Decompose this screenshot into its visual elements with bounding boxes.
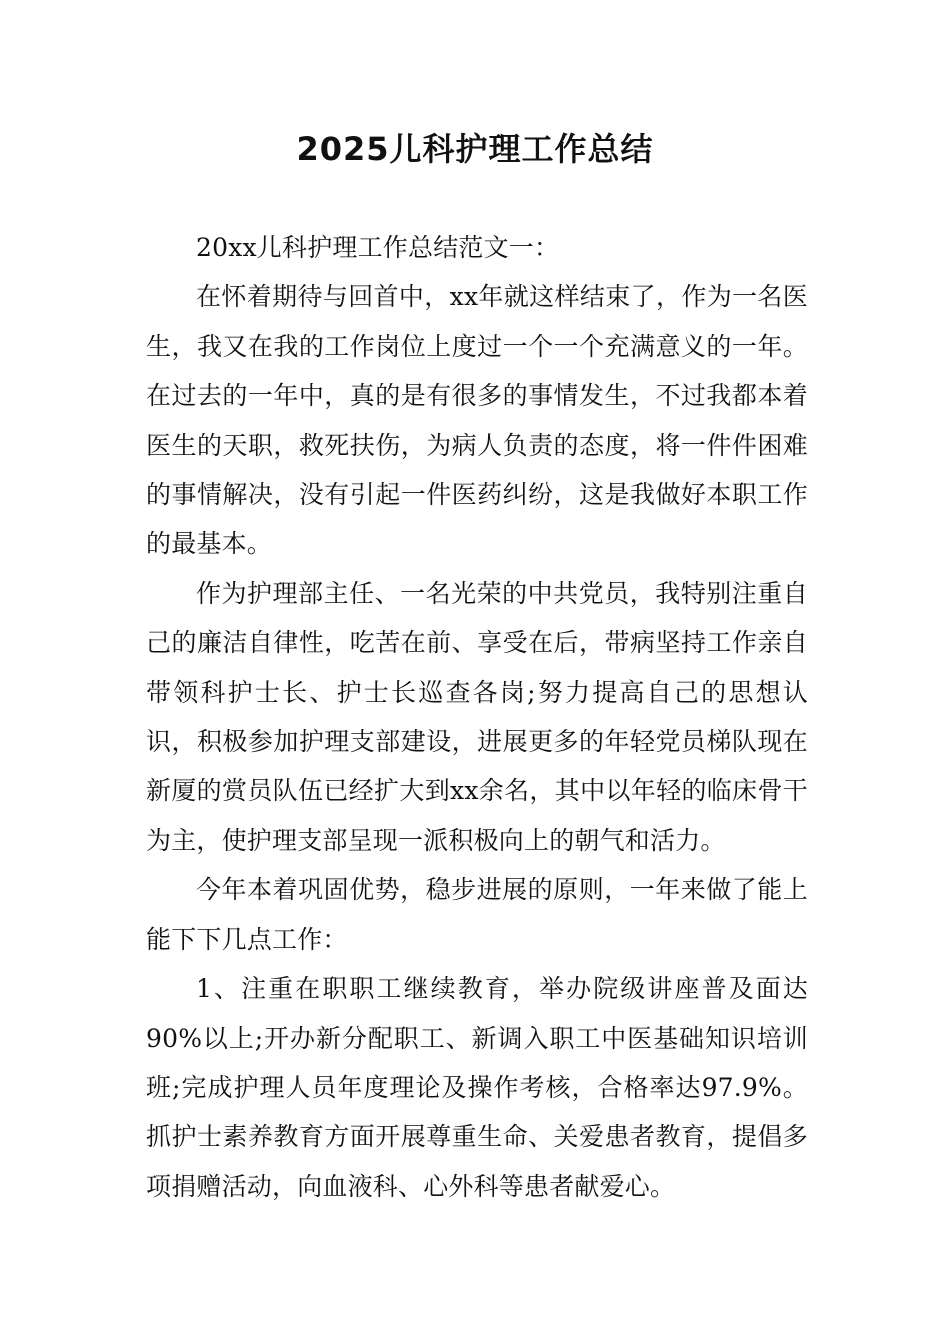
paragraph: 作为护理部主任、一名光荣的中共党员，我特别注重自己的廉洁自律性，吃苦在前、享受在后，带病坚持工作亲自带领科护士长、护士长巡查各岗;努力提高自己的思想认识，积极参加护理支部建设，进展更多的年轻党员梯队现在新厦的赏员队伍已经扩大到xx余名，其中以年轻的临床骨干为主，使护理支部呈现一派积极向上的朝气和活力。 [146, 578, 808, 855]
paragraph-heading: 20xx儿科护理工作总结范文一： [196, 233, 560, 262]
paragraph: 1、注重在职职工继续教育，举办院级讲座普及面达90%以上;开办新分配职工、新调入职工中医基础知识培训班;完成护理人员年度理论及操作考核，合格率达97.9%。抓护士素养教育方面开展尊重生命、关爱患者教育，提倡多项捐赠活动，向血液科、心外科等患者献爱心。 [146, 974, 808, 1201]
paragraph: 在怀着期待与回首中，xx年就这样结束了，作为一名医生，我又在我的工作岗位上度过一个一个充满意义的一年。在过去的一年中，真的是有很多的事情发生，不过我都本着医生的天职，救死扶伤，为病人负责的态度，将一件件困难的事情解决，没有引起一件医药纠纷，这是我做好本职工作的最基本。 [146, 282, 808, 559]
paragraph: 今年本着巩固优势，稳步进展的原则，一年来做了能上能下下几点工作： [146, 875, 808, 954]
document-body [146, 223, 808, 1211]
document-title: 2025儿科护理工作总结 [296, 130, 654, 168]
